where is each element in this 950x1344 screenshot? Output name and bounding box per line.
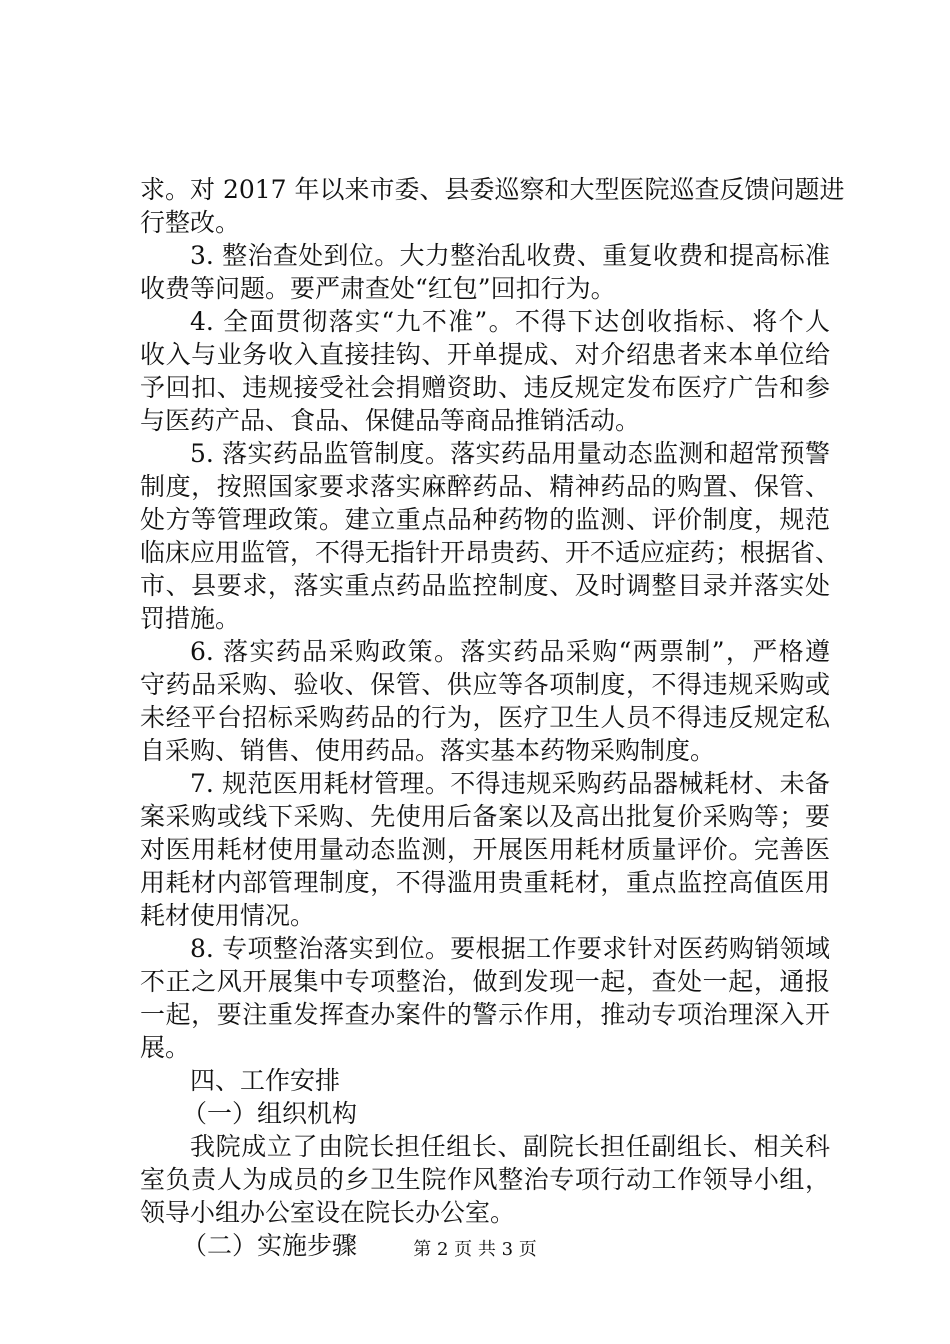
body-line: 未经平台招标采购药品的行为，医疗卫生人员不得违反规定私 <box>140 703 830 732</box>
body-line: 用耗材内部管理制度，不得滥用贵重耗材，重点监控高值医用 <box>140 868 830 897</box>
body-line: 领导小组办公室设在院长办公室。 <box>140 1198 516 1227</box>
body-line: 不正之风开展集中专项整治，做到发现一起，查处一起，通报 <box>140 967 830 996</box>
body-line: 予回扣、违规接受社会捐赠资助、违反规定发布医疗广告和参 <box>140 373 830 402</box>
body-line: 求。对 2017 年以来市委、县委巡察和大型医院巡查反馈问题进 <box>140 175 845 204</box>
body-line: 制度，按照国家要求落实麻醉药品、精神药品的购置、保管、 <box>140 472 830 501</box>
body-line: 自采购、销售、使用药品。落实基本药物采购制度。 <box>140 736 716 765</box>
body-line: 收入与业务收入直接挂钩、开单提成、对介绍患者来本单位给 <box>140 340 830 369</box>
body-line: 行整改。 <box>140 208 241 237</box>
body-line: 耗材使用情况。 <box>140 901 316 930</box>
body-line: 罚措施。 <box>140 604 241 633</box>
body-line: 收费等问题。要严肃查处“红包”回扣行为。 <box>140 274 616 303</box>
body-line: 守药品采购、验收、保管、供应等各项制度，不得违规采购或 <box>140 670 830 699</box>
item-5-heading-line: 5. 落实药品监管制度。落实药品用量动态监测和超常预警 <box>190 439 830 468</box>
item-3-heading-line: 3. 整治查处到位。大力整治乱收费、重复收费和提高标准 <box>190 241 830 270</box>
body-line: 与医药产品、食品、保健品等商品推销活动。 <box>140 406 641 435</box>
item-7-heading-line: 7. 规范医用耗材管理。不得违规采购药品器械耗材、未备 <box>190 769 830 798</box>
body-line: 室负责人为成员的乡卫生院作风整治专项行动工作领导小组， <box>140 1165 830 1194</box>
subsection-heading: （一）组织机构 <box>182 1099 358 1128</box>
body-line: 案采购或线下采购、先使用后备案以及高出批复价采购等；要 <box>140 802 830 831</box>
body-line: 一起，要注重发挥查办案件的警示作用，推动专项治理深入开 <box>140 1000 830 1029</box>
item-4-heading-line: 4. 全面贯彻落实“九不准”。不得下达创收指标、将个人 <box>190 307 830 336</box>
body-line: 市、县要求，落实重点药品监控制度、及时调整目录并落实处 <box>140 571 830 600</box>
body-line: 对医用耗材使用量动态监测，开展医用耗材质量评价。完善医 <box>140 835 830 864</box>
item-6-heading-line: 6. 落实药品采购政策。落实药品采购“两票制”，严格遵 <box>190 637 830 666</box>
section-heading: 四、工作安排 <box>190 1066 341 1095</box>
body-line: 我院成立了由院长担任组长、副院长担任副组长、相关科 <box>190 1132 830 1161</box>
subsection-heading: （二）实施步骤 <box>182 1231 358 1260</box>
body-line: 处方等管理政策。建立重点品种药物的监测、评价制度，规范 <box>140 505 830 534</box>
body-line: 临床应用监管，不得无指针开昂贵药、开不适应症药；根据省、 <box>140 538 841 567</box>
item-8-heading-line: 8. 专项整治落实到位。要根据工作要求针对医药购销领域 <box>190 934 830 963</box>
body-line: 展。 <box>140 1033 191 1062</box>
page-number-footer: 第 2 页 共 3 页 <box>413 1239 537 1260</box>
document-body <box>140 173 845 1262</box>
